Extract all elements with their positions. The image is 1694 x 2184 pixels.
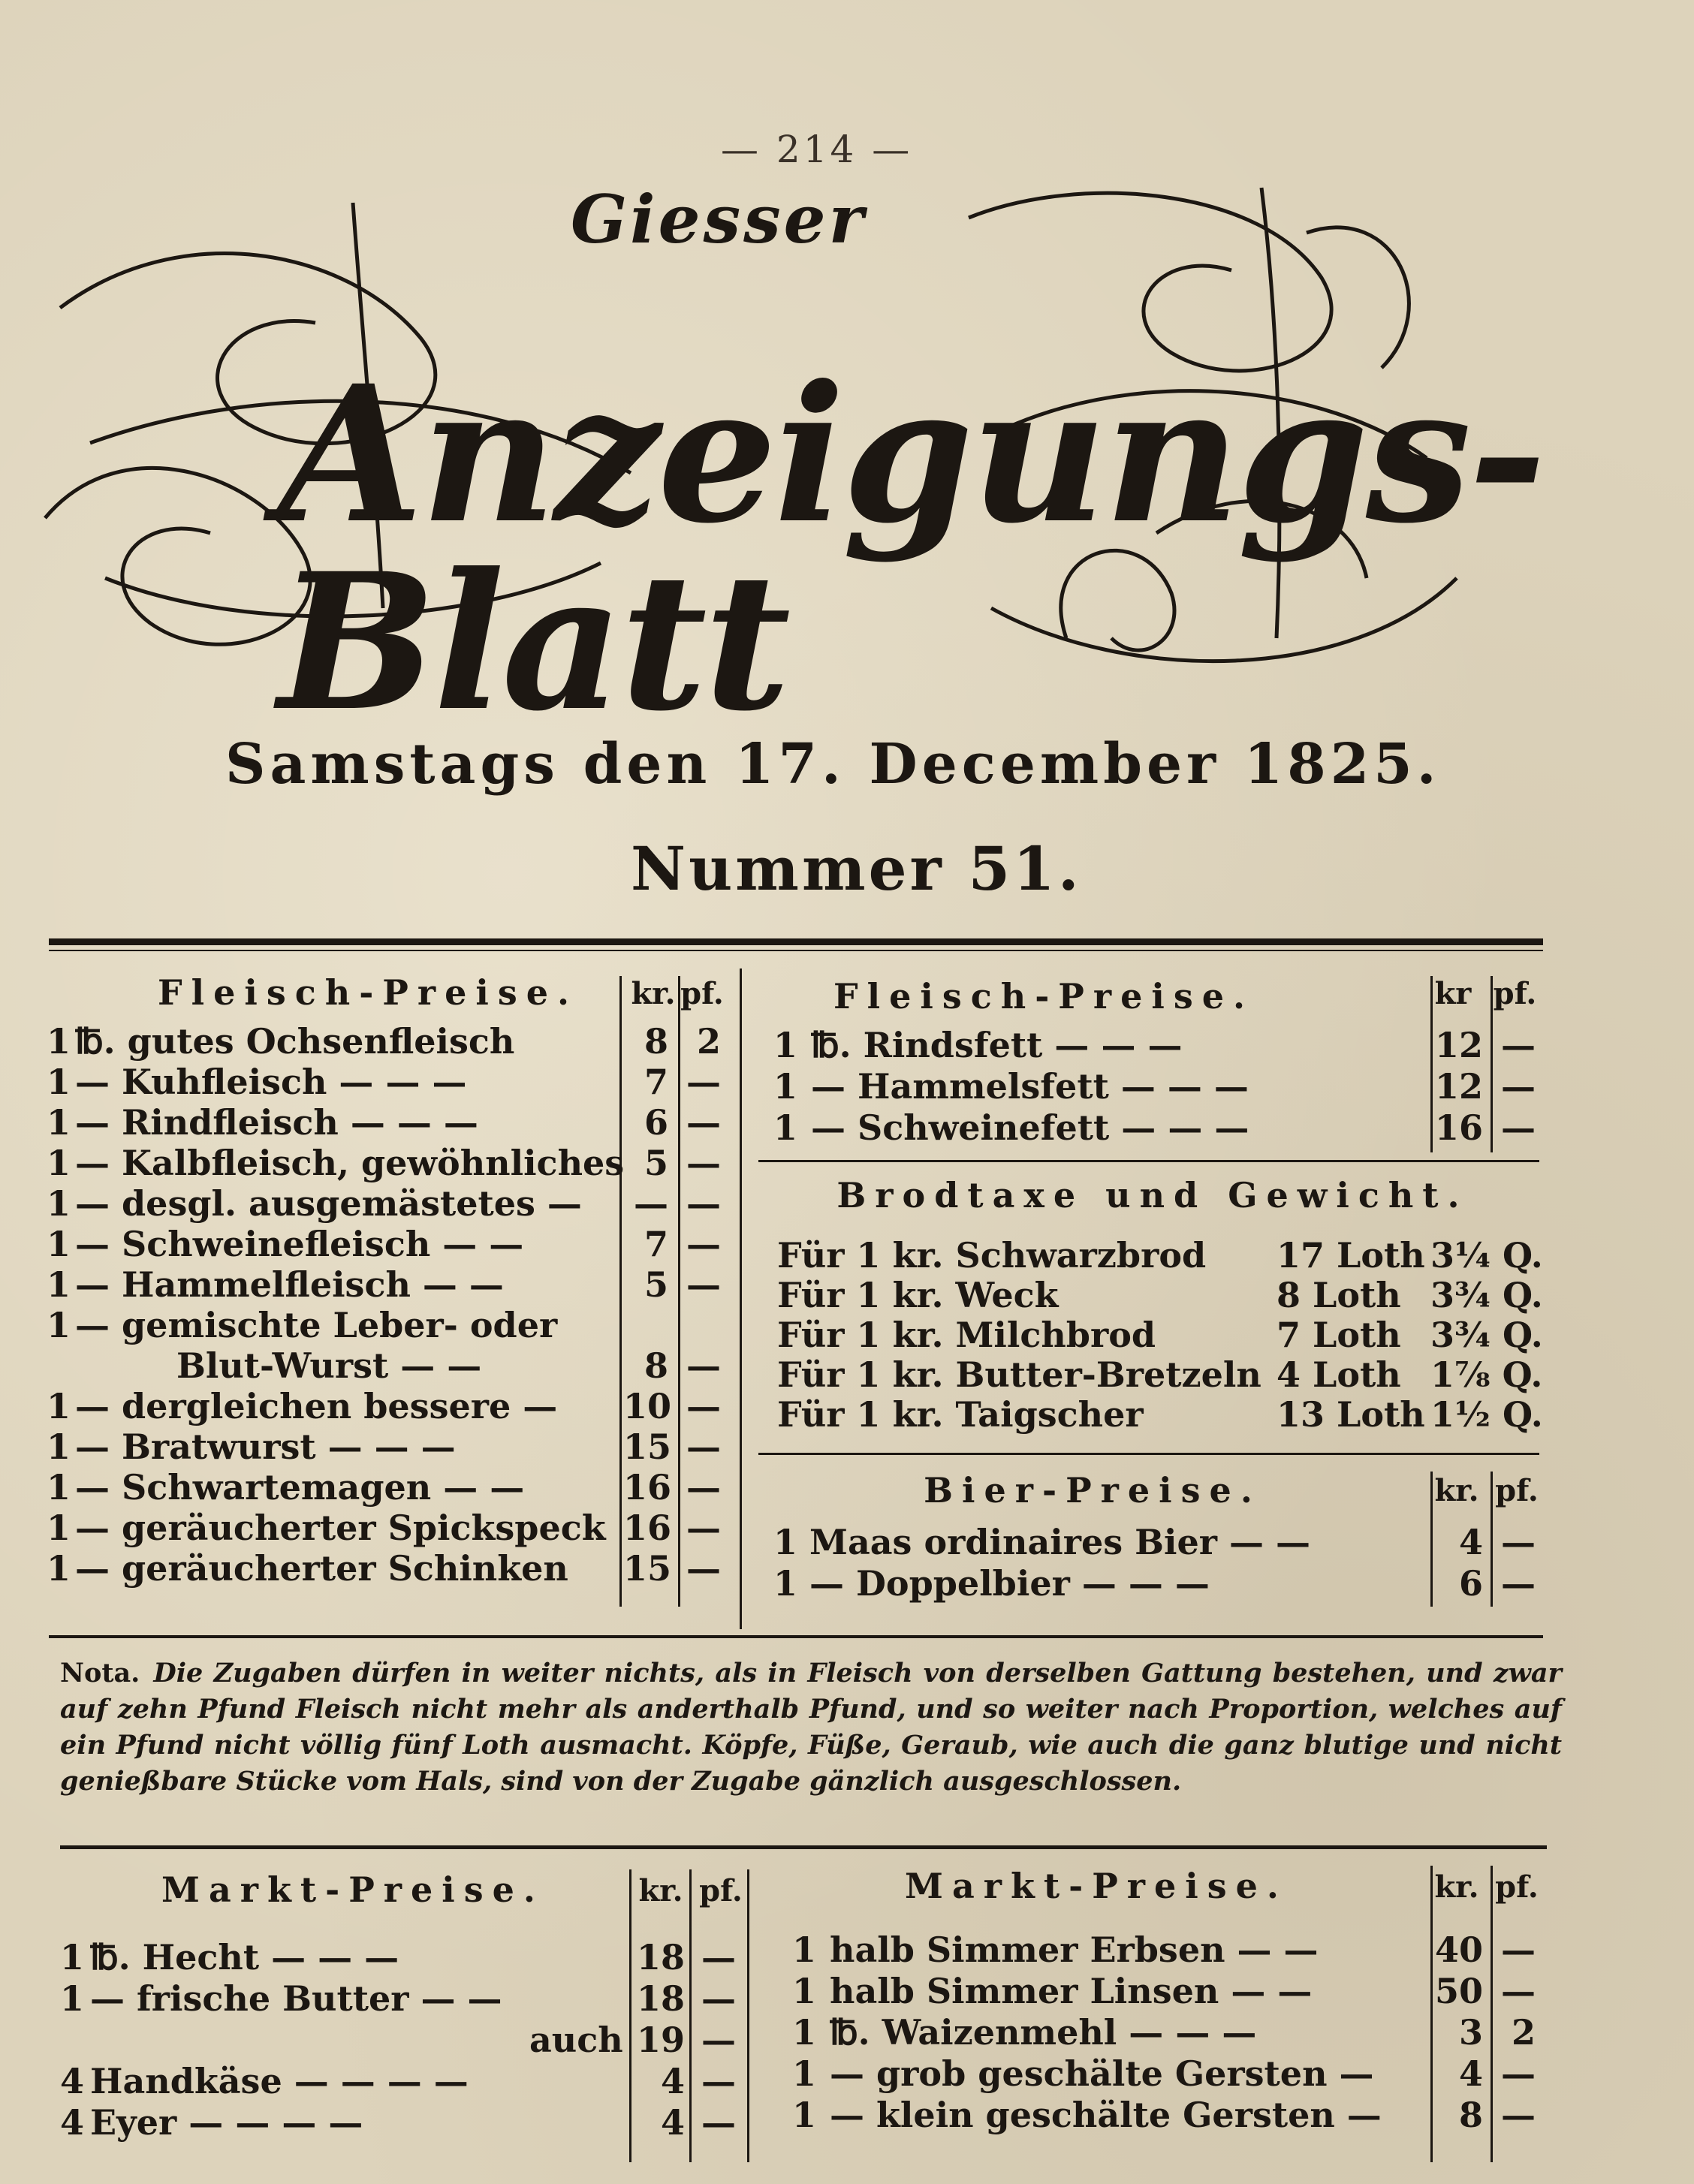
row-kr: 4	[660, 2102, 685, 2143]
row-pf: —	[1501, 1563, 1536, 1604]
row-item: Für 1 kr. Taigscher	[777, 1394, 1144, 1435]
row-qty: 1	[773, 1066, 798, 1107]
market-top-rule	[60, 1845, 1547, 1849]
row-item: Handkäse — — — —	[90, 2061, 469, 2101]
row-kr: 4	[1458, 2053, 1483, 2094]
market-center-divider	[747, 1869, 749, 2162]
row-qty: 1	[47, 1305, 71, 1345]
row-qty: 1	[47, 1143, 71, 1183]
row-pf: —	[1501, 1971, 1536, 2011]
right-col-kr: kr	[1434, 976, 1472, 1011]
row-quentchen: 1⅞ Q.	[1430, 1354, 1543, 1395]
row-qty: 1	[47, 1021, 71, 1062]
market-left-pf-line	[689, 1869, 692, 2162]
row-kr: 6	[644, 1102, 668, 1143]
row-pf: —	[686, 1224, 721, 1264]
row-kr: 8	[644, 1021, 668, 1062]
row-qty: 1	[47, 1386, 71, 1426]
market-right-col-kr: kr.	[1434, 1869, 1479, 1905]
row-qty: 1	[792, 1971, 817, 2011]
right-table-title: Fleisch-Preise.	[833, 976, 1255, 1017]
row-kr: 15	[623, 1548, 672, 1589]
beer-pf-line	[1491, 1472, 1493, 1607]
row-qty: 1	[47, 1467, 71, 1508]
row-pf: —	[701, 1978, 736, 2019]
row-pf: —	[701, 2102, 736, 2143]
row-item: Für 1 kr. Weck	[777, 1275, 1059, 1315]
row-kr: 7	[644, 1062, 668, 1102]
market-right-col-pf: pf.	[1495, 1869, 1539, 1905]
row-qty: 1	[792, 2012, 817, 2053]
row-quentchen: 1½ Q.	[1430, 1394, 1543, 1435]
row-qty: 1	[60, 1978, 85, 2019]
row-item: Für 1 kr. Schwarzbrod	[777, 1235, 1207, 1276]
row-pf: —	[1501, 1066, 1536, 1107]
issue-number: Nummer 51.	[631, 833, 1082, 904]
row-kr: 50	[1434, 1971, 1483, 2011]
row-weight: 13 Loth	[1277, 1394, 1425, 1435]
row-qty: 4	[60, 2061, 85, 2101]
row-kr: —	[634, 1183, 668, 1224]
row-kr: 6	[1458, 1563, 1483, 1604]
row-item: Blut-Wurst — —	[176, 1345, 482, 1386]
row-item: — Kuhfleisch — — —	[75, 1062, 467, 1102]
row-item: Für 1 kr. Milchbrod	[777, 1315, 1156, 1355]
row-pf: —	[1501, 1025, 1536, 1065]
market-left-kr-line	[629, 1869, 631, 2162]
market-right-title: Markt-Preise.	[905, 1866, 1288, 1906]
beer-col-kr: kr.	[1434, 1473, 1479, 1508]
row-item: ℔. gutes Ochsenfleisch	[75, 1021, 515, 1062]
top-rule-thin	[49, 950, 1543, 951]
row-item: ℔. Rindsfett — — —	[811, 1025, 1183, 1065]
row-qty: 1	[47, 1224, 71, 1264]
row-item: — Rindfleisch — — —	[75, 1102, 478, 1143]
row-pf: —	[701, 2061, 736, 2101]
row-kr: 8	[1458, 2095, 1483, 2135]
row-pf: —	[686, 1345, 721, 1386]
row-item: 1 Maas ordinaires Bier — —	[773, 1522, 1311, 1562]
row-kr: 19	[636, 2020, 685, 2060]
masthead-small-title: Giesser	[571, 180, 867, 258]
fat-pf-line	[1491, 976, 1493, 1152]
row-pf: —	[1501, 1522, 1536, 1562]
left-kr-line	[619, 976, 622, 1607]
market-left-col-kr: kr.	[638, 1873, 683, 1908]
row-pf: —	[686, 1062, 721, 1102]
row-item: — Hammelsfett — — —	[811, 1066, 1249, 1107]
row-weight: 4 Loth	[1277, 1354, 1401, 1395]
row-item: — geräucherter Schinken	[75, 1548, 568, 1589]
row-quentchen: 3¾ Q.	[1430, 1315, 1543, 1355]
masthead-title: Anzeigungs-Blatt	[278, 344, 1544, 752]
row-kr: 10	[623, 1386, 672, 1426]
row-kr: 18	[636, 1937, 685, 1978]
row-qty: 1	[47, 1062, 71, 1102]
beer-col-pf: pf.	[1495, 1473, 1539, 1508]
row-quentchen: 3¼ Q.	[1430, 1235, 1543, 1276]
row-item: halb Simmer Erbsen — —	[830, 1929, 1319, 1970]
row-item: halb Simmer Linsen — —	[830, 1971, 1313, 2011]
beer-table-title: Bier-Preise.	[924, 1470, 1261, 1511]
nota-paragraph	[60, 1655, 1562, 1800]
row-pf: 2	[696, 1021, 721, 1062]
row-item: auch	[529, 2020, 623, 2060]
row-qty: 1	[773, 1025, 798, 1065]
row-pf: —	[686, 1143, 721, 1183]
row-qty: 1	[47, 1426, 71, 1467]
market-right-pf-line	[1491, 1866, 1493, 2162]
row-pf: —	[686, 1508, 721, 1548]
row-pf: —	[686, 1183, 721, 1224]
dateline: Samstags den 17. December 1825.	[225, 732, 1441, 797]
row-weight: 8 Loth	[1277, 1275, 1401, 1315]
fat-bread-divider	[758, 1160, 1539, 1162]
row-item: ℔. Hecht — — —	[90, 1937, 399, 1978]
row-kr: 3	[1458, 2012, 1483, 2053]
row-pf: 2	[1511, 2012, 1536, 2053]
row-kr: 40	[1434, 1929, 1483, 1970]
row-item: — frische Butter — —	[90, 1978, 502, 2019]
row-kr: 4	[660, 2061, 685, 2101]
bread-beer-divider	[758, 1453, 1539, 1455]
page-number: — 214 —	[721, 128, 913, 171]
row-pf: —	[1501, 1107, 1536, 1148]
row-item: 1 — Doppelbier — — —	[773, 1563, 1210, 1604]
row-kr: 5	[644, 1143, 668, 1183]
row-pf: —	[1501, 2053, 1536, 2094]
row-quentchen: 3¾ Q.	[1430, 1275, 1543, 1315]
row-kr: 7	[644, 1224, 668, 1264]
row-pf: —	[1501, 2095, 1536, 2135]
row-pf: —	[686, 1548, 721, 1589]
row-item: — geräucherter Spickspeck	[75, 1508, 606, 1548]
row-kr: 18	[636, 1978, 685, 2019]
row-item: — Hammelfleisch — —	[75, 1264, 504, 1305]
row-kr: 4	[1458, 1522, 1483, 1562]
row-item: — Schweinefett — — —	[811, 1107, 1249, 1148]
row-qty: 1	[792, 1929, 817, 1970]
row-item: — dergleichen bessere —	[75, 1386, 558, 1426]
row-qty: 4	[60, 2102, 85, 2143]
row-qty: 1	[773, 1107, 798, 1148]
bread-table-title: Brodtaxe und Gewicht.	[836, 1175, 1469, 1216]
row-pf: —	[686, 1386, 721, 1426]
market-left-col-pf: pf.	[699, 1873, 743, 1908]
row-qty: 1	[47, 1264, 71, 1305]
row-kr: 16	[1434, 1107, 1483, 1148]
nota-text: Die Zugaben dürfen in weiter nichts, als in Fleisch von derselben Gattung bestehen, und zwar auf zehn Pfund Fleisch nicht mehr als anderthalb Pfund, und so weiter nach Proportion, welches auf ein Pfund nicht völlig fünf Loth ausmacht. Köpfe, Füße, Geraub, wie auch die ganz blutige und nicht genießbare Stücke vom Hals, sind von der Zugabe gänzlich ausgeschlossen.	[60, 1658, 1562, 1797]
row-pf: —	[686, 1426, 721, 1467]
left-col-pf: pf.	[680, 976, 724, 1011]
row-item: — Schwartemagen — —	[75, 1467, 525, 1508]
row-kr: 12	[1434, 1025, 1483, 1065]
row-item: ℔. Waizenmehl — — —	[830, 2012, 1257, 2053]
row-qty: 1	[47, 1102, 71, 1143]
row-kr: 16	[623, 1508, 672, 1548]
row-weight: 17 Loth	[1277, 1235, 1425, 1276]
row-item: Eyer — — — —	[90, 2102, 363, 2143]
row-item: — klein geschälte Gersten —	[830, 2095, 1382, 2135]
row-qty: 1	[47, 1548, 71, 1589]
left-col-kr: kr.	[631, 976, 676, 1011]
row-item: — gemischte Leber- oder	[75, 1305, 558, 1345]
column-divider	[740, 968, 742, 1629]
row-kr: 12	[1434, 1066, 1483, 1107]
row-pf: —	[701, 2020, 736, 2060]
row-item: — Bratwurst — — —	[75, 1426, 456, 1467]
nota-top-rule	[49, 1635, 1543, 1638]
row-item: — Schweinefleisch — —	[75, 1224, 524, 1264]
row-qty: 1	[47, 1508, 71, 1548]
row-qty: 1	[792, 2053, 817, 2094]
left-table-title: Fleisch-Preise.	[157, 972, 579, 1013]
row-qty: 1	[792, 2095, 817, 2135]
row-pf: —	[686, 1102, 721, 1143]
nota-label: Nota.	[60, 1658, 140, 1688]
market-left-title: Markt-Preise.	[161, 1869, 544, 1910]
row-item: — grob geschälte Gersten —	[830, 2053, 1374, 2094]
row-qty: 1	[60, 1937, 85, 1978]
row-pf: —	[1501, 1929, 1536, 1970]
row-pf: —	[686, 1264, 721, 1305]
row-kr: 5	[644, 1264, 668, 1305]
row-kr: 16	[623, 1467, 672, 1508]
top-rule	[49, 938, 1543, 945]
row-item: Für 1 kr. Butter-Bretzeln	[777, 1354, 1261, 1395]
row-item: — desgl. ausgemästetes —	[75, 1183, 582, 1224]
row-kr: 15	[623, 1426, 672, 1467]
row-pf: —	[701, 1937, 736, 1978]
row-qty: 1	[47, 1183, 71, 1224]
row-kr: 8	[644, 1345, 668, 1386]
row-pf: —	[686, 1467, 721, 1508]
right-col-pf: pf.	[1493, 976, 1537, 1011]
row-weight: 7 Loth	[1277, 1315, 1401, 1355]
row-item: — Kalbfleisch, gewöhnliches	[75, 1143, 625, 1183]
